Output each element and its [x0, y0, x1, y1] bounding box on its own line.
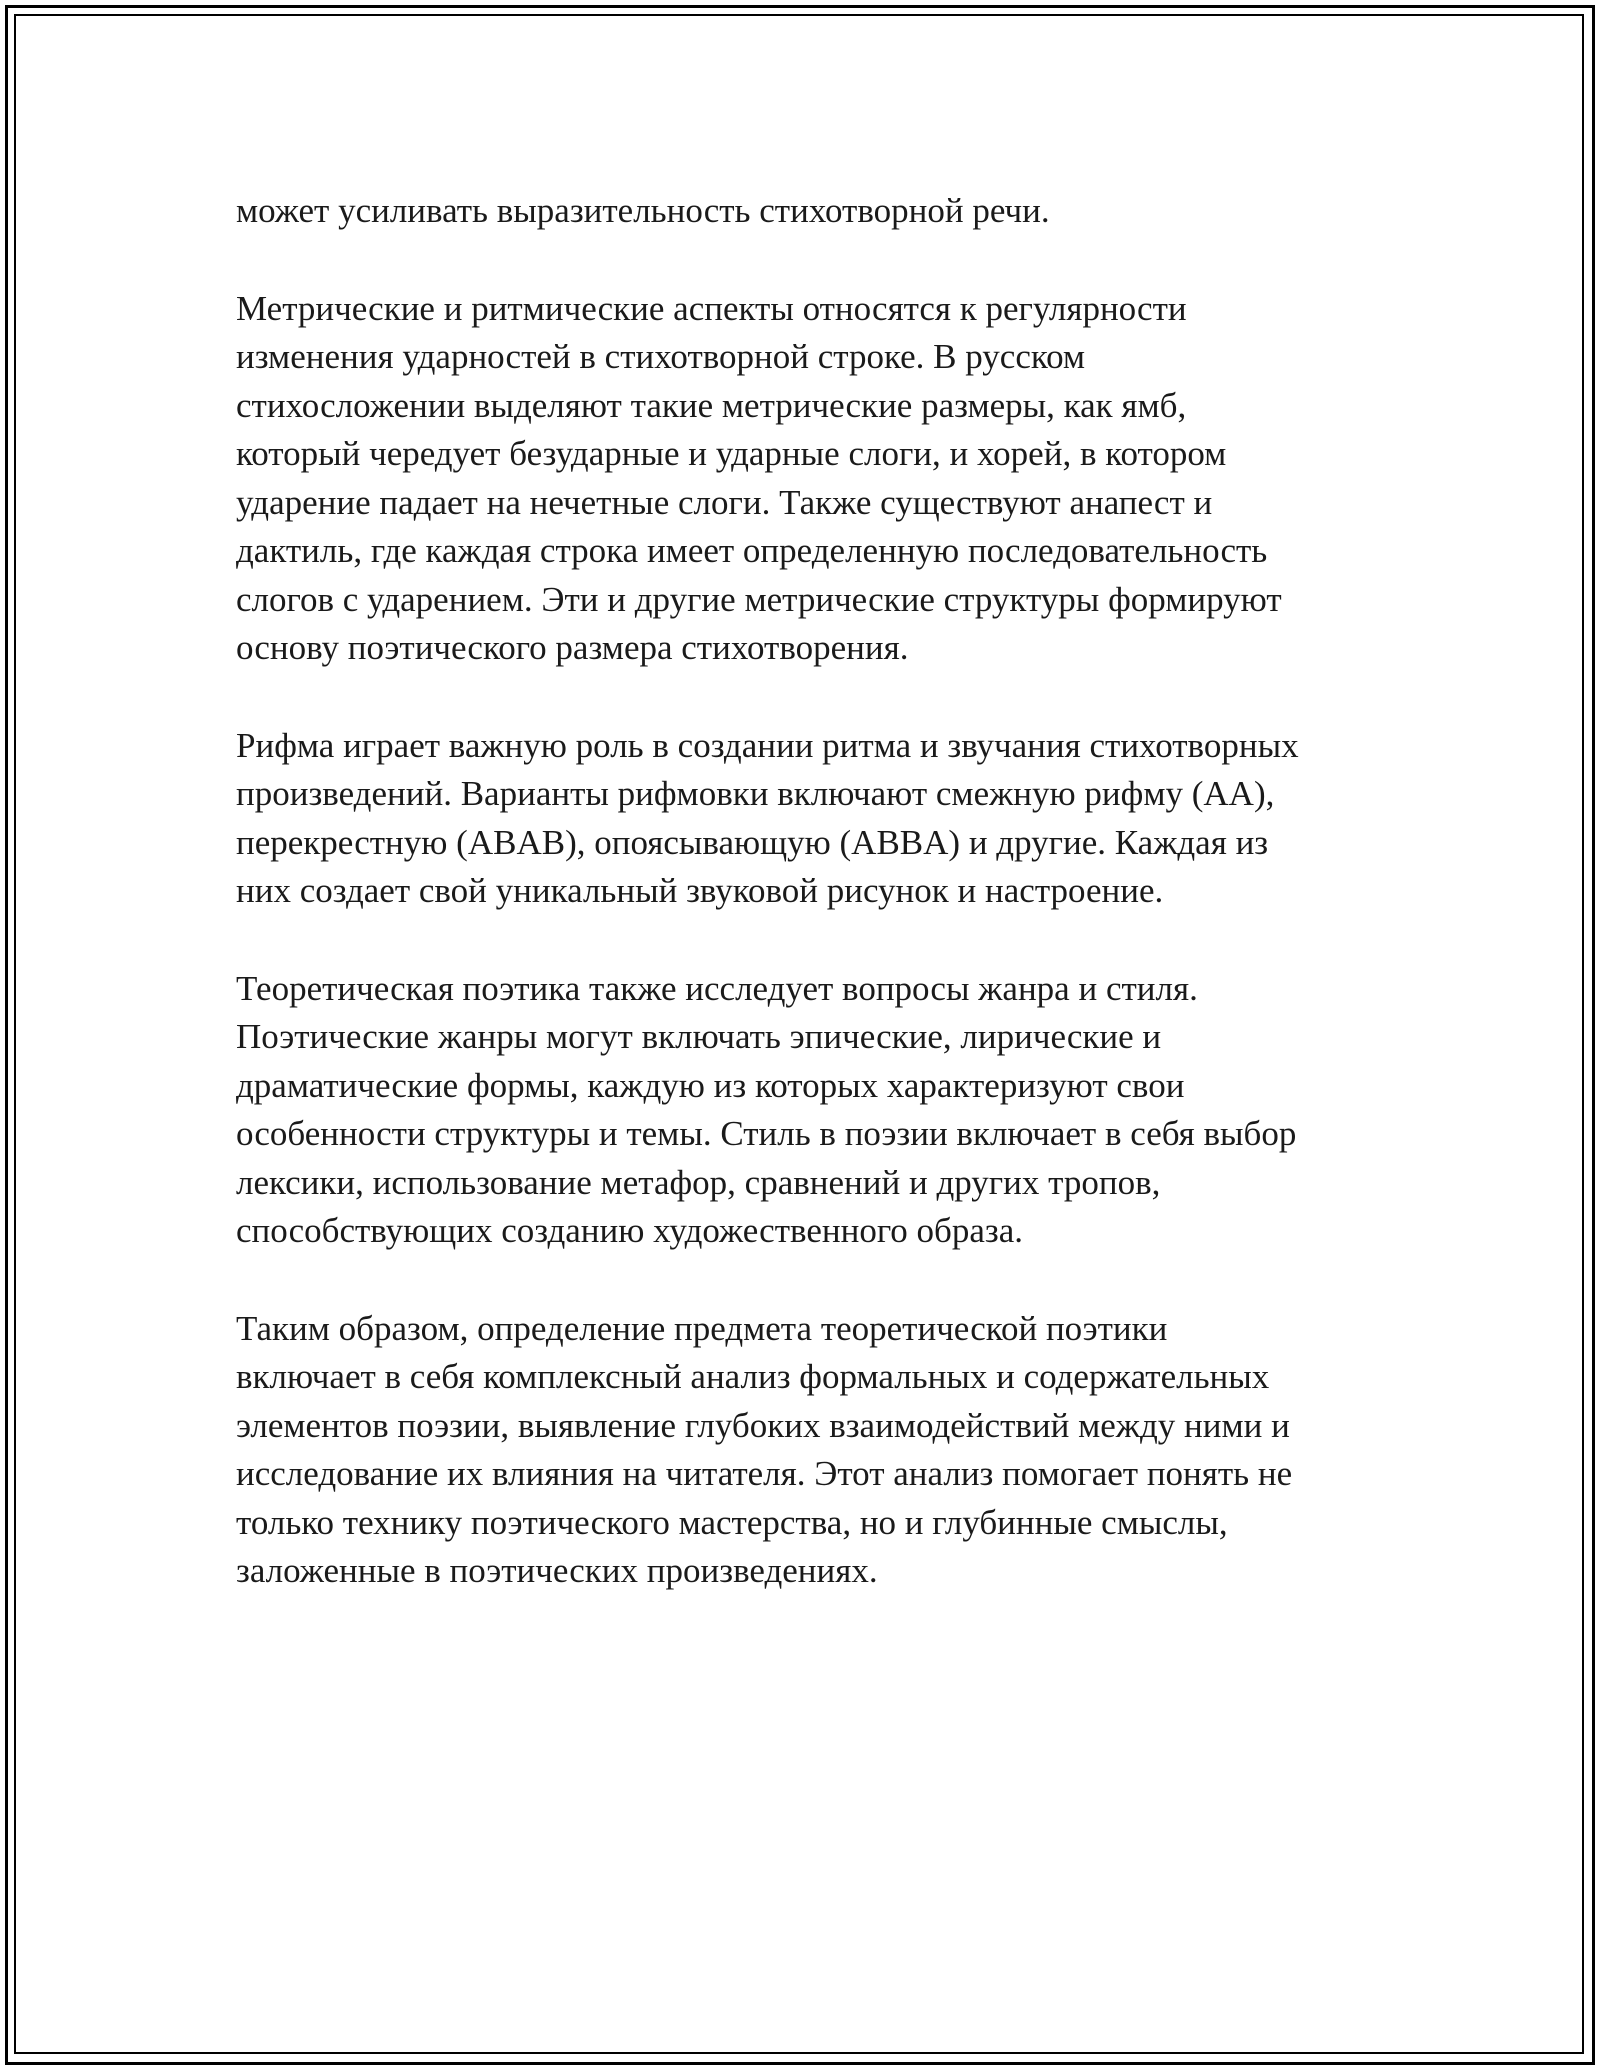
- paragraph: [236, 965, 1366, 1256]
- text-line: включает в себя комплексный анализ формальных и содержательных: [236, 1357, 1270, 1396]
- text-line: лексики, использование метафор, сравнений и других тропов,: [236, 1162, 1161, 1202]
- text-line: элементов поэзии, выявление глубоких взаимодействий между ними и: [236, 1405, 1290, 1445]
- text-line: исследование их влияния на читателя. Этот анализ помогает понять не: [236, 1454, 1293, 1493]
- text-line: Теоретическая поэтика также исследует вопросы жанра и стиля.: [236, 968, 1198, 1008]
- text-line: который чередует безударные и ударные слоги, и хорей, в котором: [236, 434, 1227, 473]
- text-line: Рифма играет важную роль в создании ритма и звучания стихотворных: [236, 725, 1299, 765]
- text-line: них создает свой уникальный звуковой рисунок и настроение.: [236, 871, 1164, 910]
- text-line: способствующих созданию художественного образа.: [236, 1211, 1024, 1250]
- text-line: заложенные в поэтических произведениях.: [236, 1551, 878, 1590]
- text-line: дактиль, где каждая строка имеет определенную последовательность: [236, 531, 1268, 570]
- text-line: Таким образом, определение предмета теоретической поэтики: [236, 1308, 1168, 1348]
- text-line: Поэтические жанры могут включать эпические, лирические и: [236, 1017, 1162, 1056]
- paragraph: [236, 187, 1366, 236]
- text-line: особенности структуры и темы. Стиль в поэзии включает в себя выбор: [236, 1114, 1297, 1153]
- paragraph: [236, 285, 1366, 673]
- text-line: только технику поэтического мастерства, но и глубинные смыслы,: [236, 1502, 1228, 1542]
- text-line: произведений. Варианты рифмовки включают смежную рифму (AA),: [236, 774, 1275, 813]
- text-line: перекрестную (ABAB), опоясывающую (ABBA) и другие. Каждая из: [236, 822, 1269, 862]
- paragraph: [236, 722, 1366, 916]
- text-line: стихосложении выделяют такие метрические размеры, как ямб,: [236, 385, 1187, 425]
- paragraph: [236, 1305, 1366, 1596]
- text-line: Метрические и ритмические аспекты относятся к регулярности: [236, 288, 1187, 328]
- text-line: слогов с ударением. Эти и другие метрические структуры формируют: [236, 579, 1282, 619]
- text-line: может усиливать выразительность стихотворной речи.: [236, 191, 1050, 230]
- text-line: основу поэтического размера стихотворения.: [236, 628, 909, 667]
- text-line: драматические формы, каждую из которых характеризуют свои: [236, 1065, 1185, 1105]
- text-line: изменения ударностей в стихотворной строке. В русском: [236, 337, 1086, 376]
- text-line: ударение падает на нечетные слоги. Также существуют анапест и: [236, 482, 1213, 522]
- document-body: [236, 187, 1366, 1645]
